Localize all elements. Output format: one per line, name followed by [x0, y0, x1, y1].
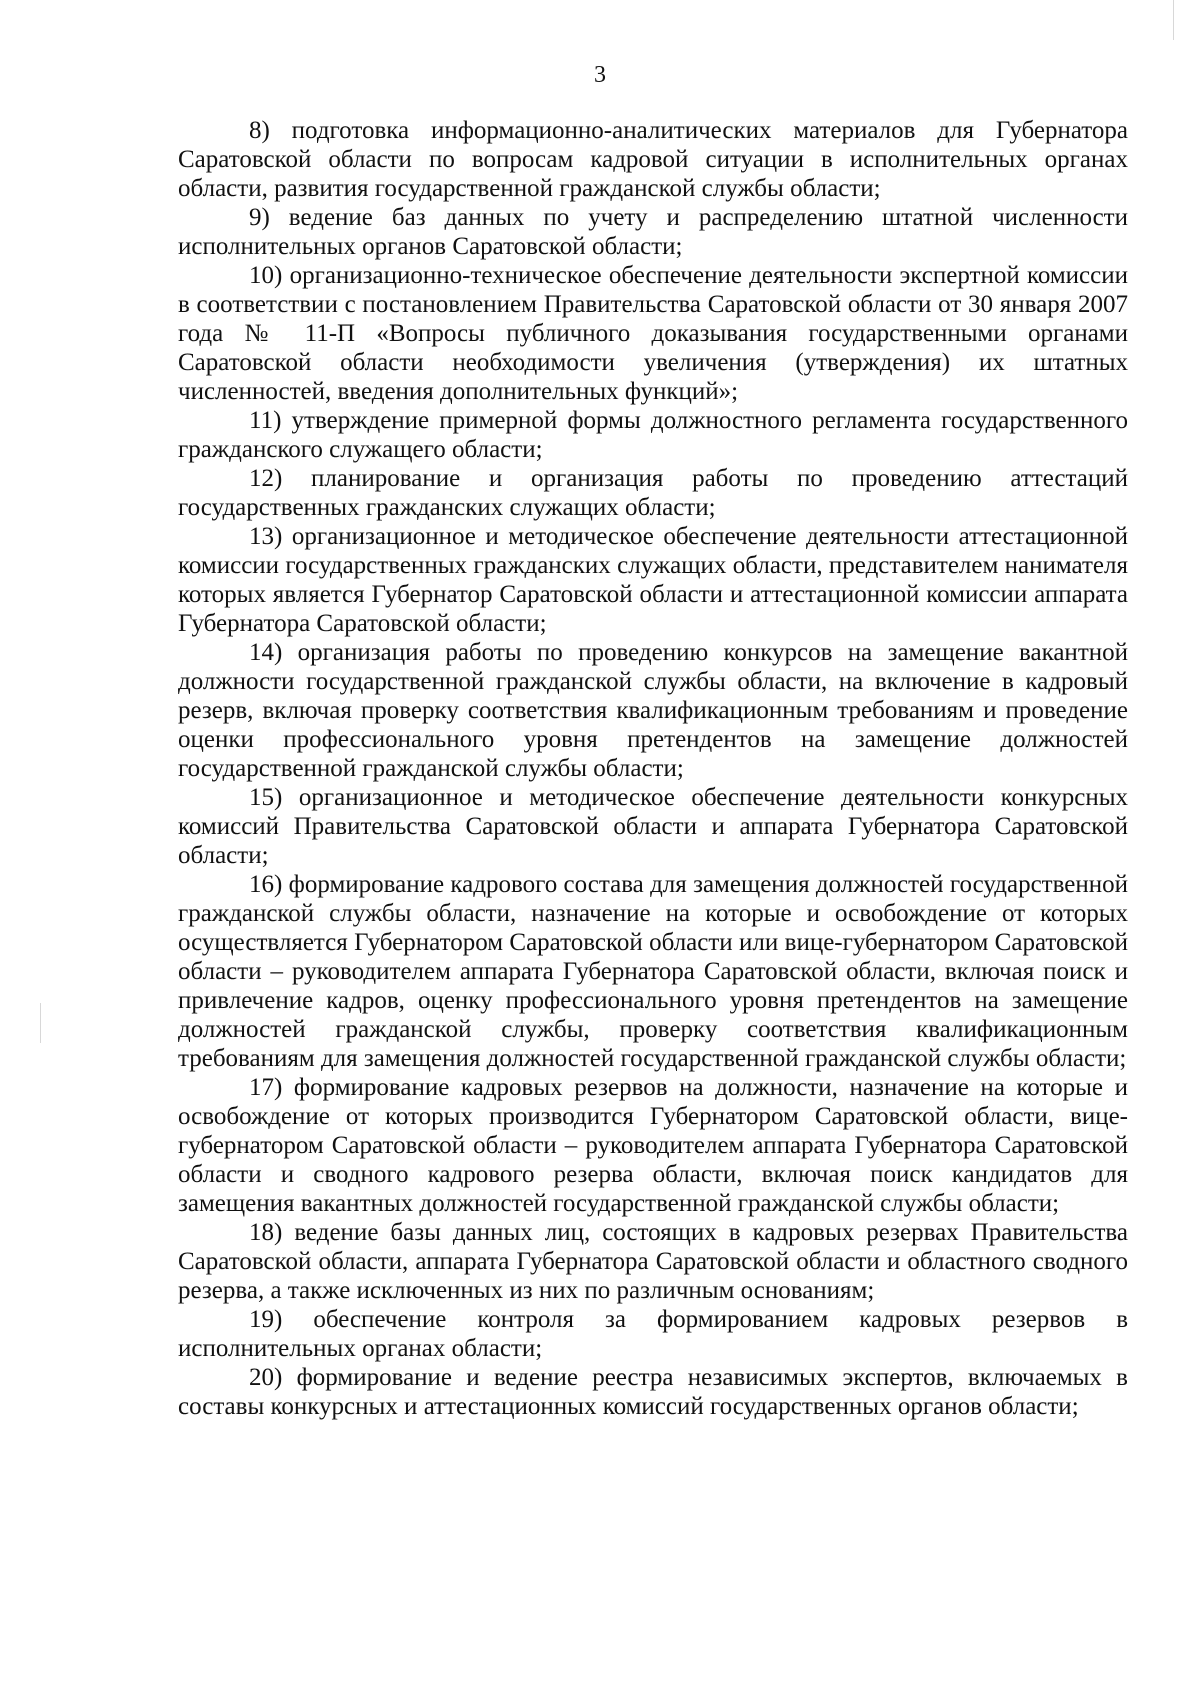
- list-item: 17) формирование кадровых резервов на должности, назначение на которые и освобождение от которых производится Губернатором Саратовской области, вице-губернатором Саратовской области – руководителем аппарата Губернатора Саратовской области и сводного кадрового резерва области, включая поиск кандидатов для замещения вакантных должностей государственной гражданской службы области;: [178, 1074, 1128, 1217]
- list-item: 12) планирование и организация работы по проведению аттестаций государственных гражданских служащих области;: [178, 465, 1128, 521]
- list-item: 10) организационно-техническое обеспечение деятельности экспертной комиссии в соответствии с постановлением Правительства Саратовской области от 30 января 2007 года № 11-П «Вопросы публичного доказывания государственными органами Саратовской области необходимости увеличения (утверждения) их штатных численностей, введения дополнительных функций»;: [178, 262, 1128, 405]
- scan-edge-mark: [1173, 0, 1174, 40]
- list-item: 11) утверждение примерной формы должностного регламента государственного гражданского служащего области;: [178, 407, 1128, 463]
- list-item: 19) обеспечение контроля за формированием кадровых резервов в исполнительных органах области;: [178, 1306, 1128, 1362]
- list-item: 16) формирование кадрового состава для замещения должностей государственной гражданской службы области, назначение на которые и освобождение от которых осуществляется Губернатором Саратовской области или вице-губернатором Саратовской области – руководителем аппарата Губернатора Саратовской области, включая поиск и привлечение кадров, оценку профессионального уровня претендентов на замещение должностей гражданской службы, проверку соответствия квалификационным требованиям для замещения должностей государственной гражданской службы области;: [178, 871, 1128, 1072]
- document-body: [178, 116, 1128, 1421]
- list-item: 9) ведение баз данных по учету и распределению штатной численности исполнительных органов Саратовской области;: [178, 204, 1128, 260]
- page-number: 3: [594, 62, 606, 88]
- list-item: 13) организационное и методическое обеспечение деятельности аттестационной комиссии государственных гражданских служащих области, представителем нанимателя которых является Губернатор Саратовской области и аттестационной комиссии аппарата Губернатора Саратовской области;: [178, 523, 1128, 637]
- list-item: 15) организационное и методическое обеспечение деятельности конкурсных комиссий Правительства Саратовской области и аппарата Губернатора Саратовской области;: [178, 784, 1128, 869]
- list-item: 18) ведение базы данных лиц, состоящих в кадровых резервах Правительства Саратовской области, аппарата Губернатора Саратовской области и областного сводного резерва, а также исключенных из них по различным основаниям;: [178, 1219, 1128, 1304]
- list-item: 8) подготовка информационно-аналитических материалов для Губернатора Саратовской области по вопросам кадровой ситуации в исполнительных органах области, развития государственной гражданской службы области;: [178, 117, 1128, 202]
- scan-edge-mark: [40, 1003, 41, 1043]
- list-item: 14) организация работы по проведению конкурсов на замещение вакантной должности государственной гражданской службы области, на включение в кадровый резерв, включая проверку соответствия квалификационным требованиям и проведение оценки профессионального уровня претендентов на замещение должностей государственной гражданской службы области;: [178, 639, 1128, 782]
- list-item: 20) формирование и ведение реестра независимых экспертов, включаемых в составы конкурсных и аттестационных комиссий государственных органов области;: [178, 1364, 1128, 1420]
